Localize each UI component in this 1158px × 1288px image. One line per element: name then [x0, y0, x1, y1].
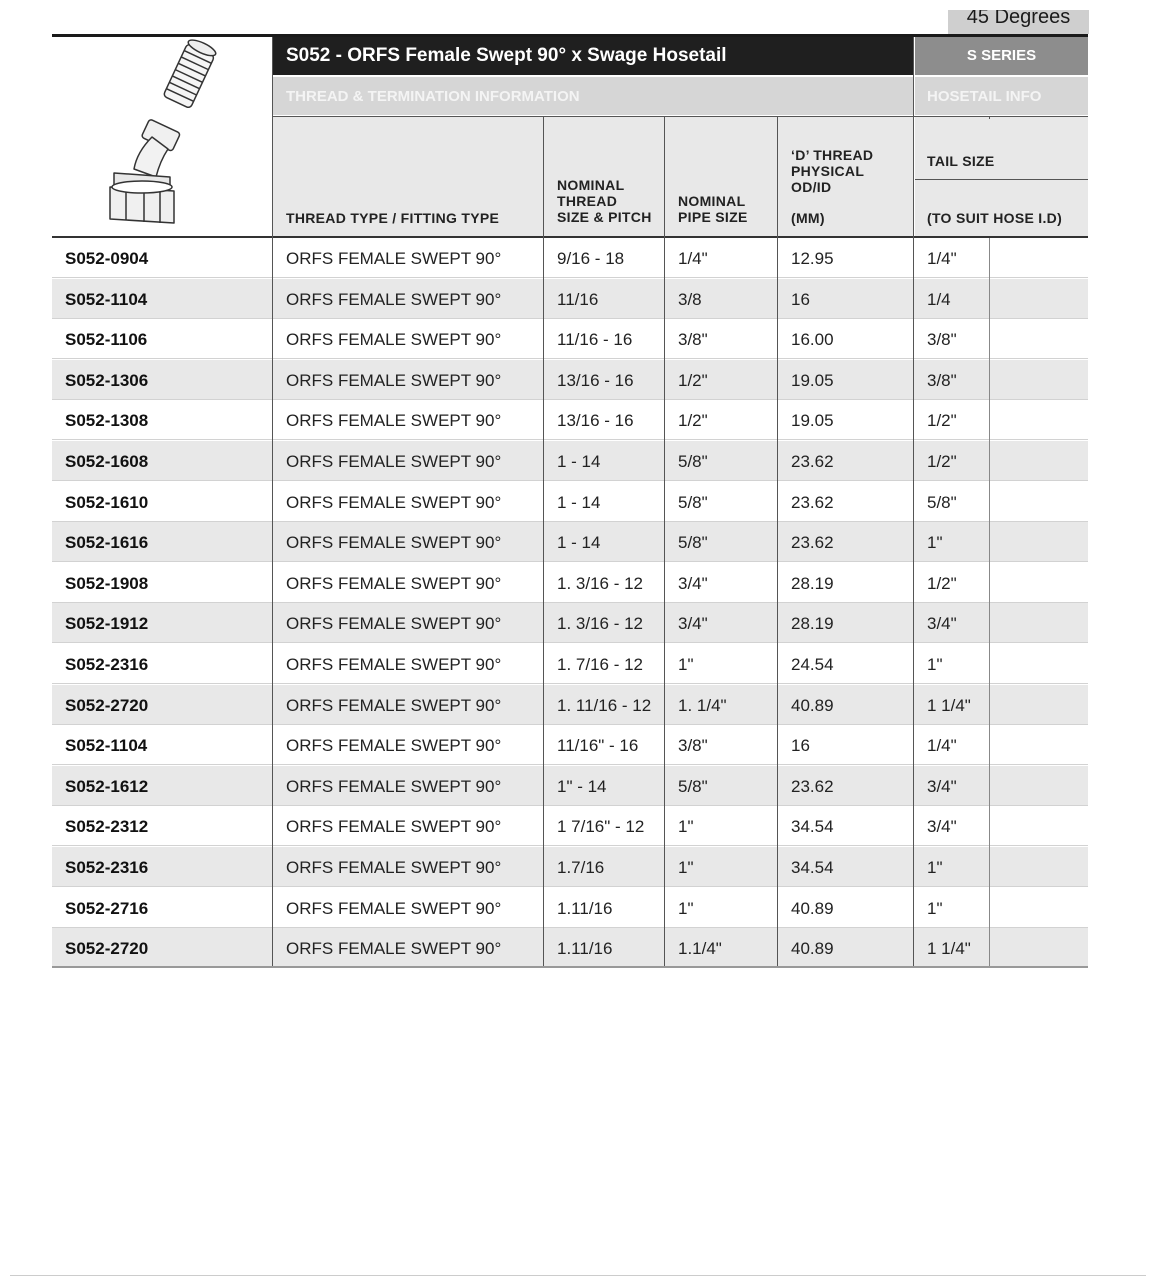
table-row [52, 847, 1088, 887]
header-thread-size [544, 117, 664, 236]
table-row [52, 360, 1088, 400]
cell-thread: 1. 7/16 - 12 [557, 655, 644, 674]
cell-pipe: 5/8" [678, 492, 708, 512]
col-divider [913, 37, 914, 967]
cell-od: 23.62 [791, 452, 834, 471]
cell-tail: 3/8" [927, 330, 957, 350]
cell-od: 19.05 [791, 411, 834, 431]
cell-od: 34.54 [791, 817, 834, 837]
cell-od: 24.54 [791, 655, 834, 674]
cell-pipe: 1. 1/4" [678, 695, 727, 715]
table-row [52, 766, 1088, 806]
cell-thread: 1 - 14 [557, 452, 601, 471]
table-row [52, 441, 1088, 481]
cell-type: ORFS FEMALE SWEPT 90° [286, 533, 502, 553]
cell-pipe: 3/4" [678, 573, 708, 593]
header-divider [273, 116, 1088, 117]
cell-tail: 3/4" [927, 817, 957, 837]
cell-pipe: 1/2" [678, 411, 708, 431]
table-row [52, 644, 1088, 684]
cell-od: 19.05 [791, 370, 834, 390]
header-d-thread-label: ‘D’ THREAD PHYSICAL OD/ID [791, 147, 874, 195]
table-row [52, 603, 1088, 643]
header-d-thread-unit: (MM) [791, 210, 825, 226]
cell-tail: 1/4" [927, 736, 957, 756]
cell-tail: 3/8" [927, 370, 957, 390]
cell-tail: 1/2" [927, 411, 957, 431]
table-row [52, 685, 1088, 725]
table-row [52, 400, 1088, 440]
header-pipe-size-label: NOMINAL PIPE SIZE [678, 193, 748, 225]
cell-type: ORFS FEMALE SWEPT 90° [286, 817, 502, 837]
cell-type: ORFS FEMALE SWEPT 90° [286, 858, 502, 877]
cell-pipe: 1" [678, 817, 694, 837]
cell-tail: 1" [927, 858, 943, 877]
cell-pipe: 1.1/4" [678, 939, 722, 959]
cell-thread: 1" - 14 [557, 776, 607, 796]
cell-pipe: 1" [678, 655, 694, 674]
table-row [52, 319, 1088, 359]
col-divider [272, 37, 273, 967]
hose-fitting-image [52, 37, 272, 236]
cell-od: 23.62 [791, 492, 834, 512]
cell-tail: 3/4" [927, 776, 957, 796]
cell-od: 16 [791, 289, 810, 309]
header-tail-size-note: (TO SUIT HOSE I.D) [927, 210, 1063, 226]
cell-tail: 1" [927, 533, 943, 553]
table-row [52, 522, 1088, 562]
cell-pipe: 5/8" [678, 452, 708, 471]
cell-code: S052-1104 [65, 289, 148, 309]
table-row [52, 563, 1088, 603]
section-hosetail-info: HOSETAIL INFO [915, 77, 1088, 115]
cell-od: 28.19 [791, 614, 834, 634]
cell-tail: 1" [927, 655, 943, 674]
cell-thread: 1.11/16 [557, 939, 613, 959]
section-thread-info: THREAD & TERMINATION INFORMATION [273, 77, 913, 115]
cell-thread: 1.11/16 [557, 898, 613, 918]
cell-type: ORFS FEMALE SWEPT 90° [286, 452, 502, 471]
table-row [52, 928, 1088, 968]
cell-pipe: 1/2" [678, 370, 708, 390]
cell-tail: 1 1/4" [927, 939, 971, 959]
cell-code: S052-2716 [65, 898, 149, 918]
cell-tail: 1/2" [927, 452, 957, 471]
cell-thread: 1. 3/16 - 12 [557, 614, 644, 634]
header-thread-type-label: THREAD TYPE / FITTING TYPE [286, 210, 500, 226]
cell-thread: 11/16 - 16 [557, 330, 633, 350]
table-row [52, 279, 1088, 319]
header-d-thread [778, 117, 913, 236]
col-divider [543, 117, 544, 967]
cell-od: 16.00 [791, 330, 834, 350]
cell-code: S052-0904 [65, 249, 149, 268]
series-label: S SERIES [915, 37, 1088, 75]
cell-type: ORFS FEMALE SWEPT 90° [286, 695, 502, 715]
cell-tail: 1/4 [927, 289, 951, 309]
cell-code: S052-2720 [65, 695, 149, 715]
page-tab: 45 Degrees [948, 10, 1089, 34]
table-row [52, 238, 1088, 278]
product-image-cell [52, 37, 272, 236]
cell-tail: 5/8" [927, 492, 957, 512]
cell-type: ORFS FEMALE SWEPT 90° [286, 614, 502, 634]
cell-od: 28.19 [791, 573, 834, 593]
header-tail-size [915, 117, 1088, 236]
cell-type: ORFS FEMALE SWEPT 90° [286, 370, 502, 390]
cell-code: S052-2316 [65, 858, 149, 877]
cell-code: S052-2312 [65, 817, 149, 837]
cell-tail: 3/4" [927, 614, 957, 634]
cell-pipe: 1" [678, 898, 694, 918]
table-bottom-border [52, 966, 1088, 968]
cell-tail: 1/4" [927, 249, 957, 268]
table-row [52, 806, 1088, 846]
cell-type: ORFS FEMALE SWEPT 90° [286, 736, 502, 756]
cell-od: 23.62 [791, 776, 834, 796]
cell-od: 40.89 [791, 939, 834, 959]
cell-code: S052-1104 [65, 736, 148, 756]
cell-od: 16 [791, 736, 810, 756]
cell-thread: 1 7/16" - 12 [557, 817, 645, 837]
cell-thread: 1. 3/16 - 12 [557, 573, 644, 593]
cell-od: 23.62 [791, 533, 834, 553]
cell-tail: 1" [927, 898, 943, 918]
cell-code: S052-1908 [65, 573, 149, 593]
cell-thread: 13/16 - 16 [557, 370, 634, 390]
cell-pipe: 3/8" [678, 330, 708, 350]
table-row [52, 725, 1088, 765]
cell-od: 40.89 [791, 695, 834, 715]
col-divider [989, 238, 990, 967]
cell-pipe: 3/8" [678, 736, 708, 756]
header-tail-size-label: TAIL SIZE [927, 153, 995, 169]
header-pipe-size [665, 117, 777, 236]
cell-type: ORFS FEMALE SWEPT 90° [286, 492, 502, 512]
cell-code: S052-1616 [65, 533, 149, 553]
cell-type: ORFS FEMALE SWEPT 90° [286, 939, 502, 959]
cell-type: ORFS FEMALE SWEPT 90° [286, 898, 502, 918]
cell-pipe: 5/8" [678, 776, 708, 796]
cell-thread: 11/16 [557, 289, 599, 309]
cell-code: S052-1106 [65, 330, 148, 350]
cell-pipe: 5/8" [678, 533, 708, 553]
product-title: S052 - ORFS Female Swept 90° x Swage Hosetail [273, 37, 913, 75]
cell-thread: 9/16 - 18 [557, 249, 625, 268]
cell-thread: 1. 11/16 - 12 [557, 695, 652, 715]
table-row [52, 888, 1088, 928]
cell-code: S052-1610 [65, 492, 149, 512]
cell-od: 12.95 [791, 249, 834, 268]
cell-code: S052-1306 [65, 370, 149, 390]
cell-type: ORFS FEMALE SWEPT 90° [286, 330, 502, 350]
col-divider [664, 117, 665, 967]
header-thread-size-label: NOMINAL THREAD SIZE & PITCH [557, 177, 652, 225]
col-divider [777, 117, 778, 967]
cell-od: 34.54 [791, 858, 834, 877]
cell-pipe: 3/8 [678, 289, 702, 309]
cell-type: ORFS FEMALE SWEPT 90° [286, 289, 502, 309]
cell-type: ORFS FEMALE SWEPT 90° [286, 655, 502, 674]
cell-thread: 1 - 14 [557, 492, 601, 512]
cell-type: ORFS FEMALE SWEPT 90° [286, 249, 502, 268]
cell-tail: 1 1/4" [927, 695, 971, 715]
cell-thread: 1 - 14 [557, 533, 601, 553]
cell-code: S052-1308 [65, 411, 149, 431]
cell-thread: 13/16 - 16 [557, 411, 634, 431]
cell-od: 40.89 [791, 898, 834, 918]
cell-code: S052-1612 [65, 776, 149, 796]
page-footer-line [10, 1275, 1146, 1276]
col-divider-stub [989, 117, 990, 119]
cell-pipe: 1" [678, 858, 694, 877]
cell-pipe: 1/4" [678, 249, 708, 268]
table-row [52, 482, 1088, 522]
cell-code: S052-1912 [65, 614, 149, 634]
cell-type: ORFS FEMALE SWEPT 90° [286, 411, 502, 431]
cell-type: ORFS FEMALE SWEPT 90° [286, 776, 502, 796]
cell-thread: 1.7/16 [557, 858, 605, 877]
cell-code: S052-1608 [65, 452, 149, 471]
cell-thread: 11/16" - 16 [557, 736, 639, 756]
cell-tail: 1/2" [927, 573, 957, 593]
cell-pipe: 3/4" [678, 614, 708, 634]
header-thread-type [273, 117, 543, 236]
cell-code: S052-2720 [65, 939, 149, 959]
cell-type: ORFS FEMALE SWEPT 90° [286, 573, 502, 593]
cell-code: S052-2316 [65, 655, 149, 674]
